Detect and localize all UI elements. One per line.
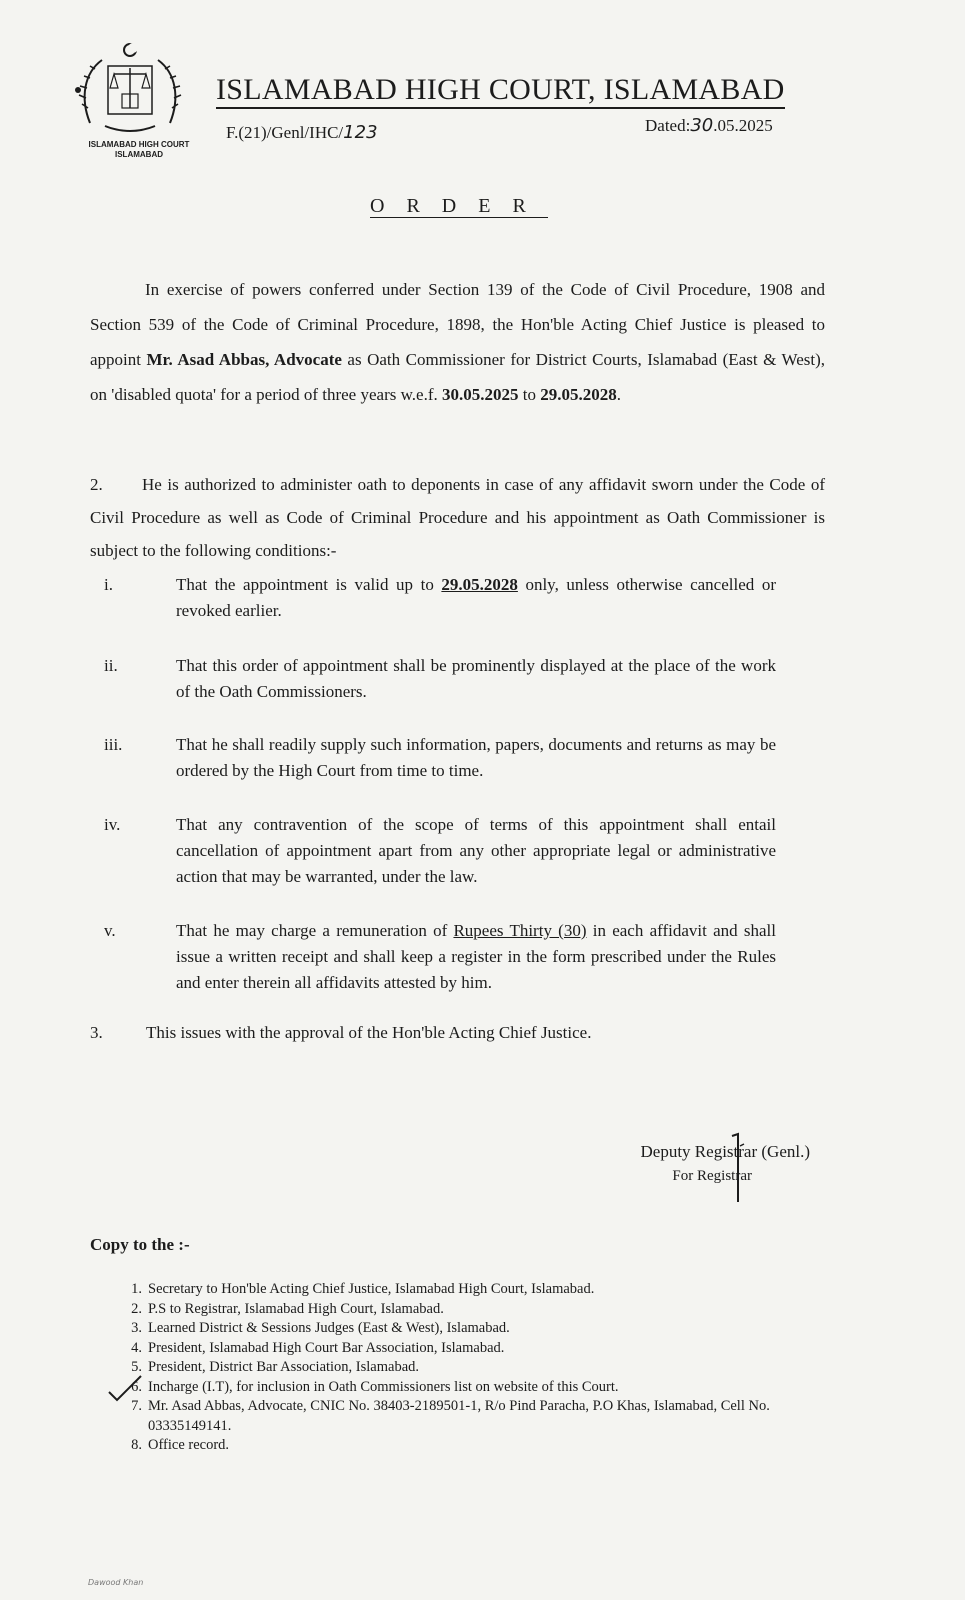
paragraph-3: [90, 1020, 591, 1046]
emblem-caption-line1: ISLAMABAD HIGH COURT: [88, 140, 190, 149]
signature-subtitle: For Registrar: [672, 1168, 752, 1184]
list-item-number: 8.: [131, 1437, 142, 1453]
list-item-number: 4.: [131, 1339, 142, 1356]
paragraph-3-number: 3.: [90, 1023, 103, 1042]
court-title: ISLAMABAD HIGH COURT, ISLAMABAD: [216, 74, 785, 109]
list-item: [112, 1319, 842, 1339]
paragraph-3-text: This issues with the approval of the Hon'ble Acting Chief Justice.: [146, 1023, 592, 1042]
condition-1-text-a: That the appointment is valid up to: [176, 575, 442, 594]
list-item-text: Office record.: [148, 1437, 230, 1453]
paragraph-1-text-c: to: [518, 385, 541, 404]
list-item-text: P.S to Registrar, Islamabad High Court, Islamabad.: [148, 1300, 444, 1317]
condition-text: [176, 918, 776, 996]
list-item-number: 1.: [131, 1281, 142, 1297]
paragraph-2: [90, 468, 825, 567]
file-number-prefix: F.(21)/Genl/IHC/: [226, 123, 344, 142]
court-emblem-icon: [70, 38, 190, 138]
list-item: [112, 1436, 842, 1456]
list-item-text: President, District Bar Association, Islamabad.: [148, 1359, 420, 1375]
paragraph-1: [90, 272, 825, 412]
list-item: [112, 1300, 842, 1320]
condition-numeral: iii.: [104, 735, 123, 754]
paragraph-2-text: He is authorized to administer oath to deponents in case of any affidavit sworn under the Code of Civil Procedure as well as Code of Criminal Procedure and his appointment as Oath Commissioner is subject to the following conditions:-: [90, 475, 825, 560]
remuneration-amount: Rupees Thirty (30): [453, 921, 587, 940]
condition-text: That any contravention of the scope of terms of this appointment shall entail cancellation of appointment apart from any other appropriate legal or administrative action that may be warranted, under the law.: [176, 815, 776, 886]
condition-text: [176, 572, 776, 624]
order-date: [645, 115, 773, 136]
condition-numeral: iv.: [104, 815, 121, 834]
list-item: [112, 1358, 842, 1378]
condition-5-text-a: That he may charge a remuneration of: [176, 921, 454, 940]
list-item-text: Mr. Asad Abbas, Advocate, CNIC No. 38403-2189501-1, R/o Pind Paracha, P.O Khas, Islamabad, Cell No. 03335149141.: [148, 1398, 770, 1434]
list-item: [112, 1378, 842, 1398]
condition-numeral: i.: [104, 575, 113, 594]
condition-numeral: ii.: [104, 656, 118, 675]
list-item-number: 2.: [131, 1300, 142, 1317]
dated-prefix: Dated:: [645, 116, 691, 135]
condition-text: That this order of appointment shall be prominently displayed at the place of the work of the Oath Commissioners.: [176, 656, 776, 701]
file-number: [226, 122, 378, 143]
dated-handwritten: 30: [690, 115, 714, 136]
condition-text: That he shall readily supply such information, papers, documents and returns as may be ordered by the High Court from time to time.: [176, 735, 776, 780]
copy-to-heading: Copy to the :-: [90, 1235, 190, 1254]
order-heading: ORDER: [370, 195, 548, 217]
list-item-number: 3.: [131, 1320, 142, 1336]
date-from: 30.05.2025: [441, 385, 519, 404]
signature-block: [600, 1140, 810, 1188]
dated-rest: .05.2025: [713, 116, 773, 135]
condition-5-text-b: in each affidavit and shall issue a written receipt and shall keep a register in the form prescribed under the Rules and enter therein all affidavits attested by him.: [176, 921, 776, 992]
list-item-text: Learned District & Sessions Judges (East & West), Islamabad.: [148, 1320, 510, 1336]
valid-until-date: 29.05.2028: [441, 575, 518, 594]
paragraph-1-text-a: In exercise of powers conferred under Section 139 of the Code of Civil Procedure, 1908 and Section 539 of the Code of Criminal Procedure, 1898, the Hon'ble Acting Chief Justice is pleased to appoint: [90, 280, 825, 369]
list-item: [112, 1339, 842, 1359]
list-item-text: Secretary to Hon'ble Acting Chief Justice, Islamabad High Court, Islamabad.: [148, 1281, 595, 1297]
footer-note: Dawood Khan: [88, 1578, 144, 1587]
list-item-number: 6.: [131, 1378, 142, 1395]
signature-title: Deputy Registrar (Genl.): [640, 1142, 810, 1161]
condition-1-text-b: only, unless otherwise cancelled or revoked earlier.: [176, 575, 776, 620]
date-to: 29.05.2028: [540, 385, 617, 404]
list-item-number: 7.: [131, 1398, 142, 1414]
list-item-number: 5.: [131, 1359, 142, 1375]
paragraph-1-text-d: .: [616, 385, 621, 404]
condition-numeral: v.: [104, 921, 116, 940]
paragraph-2-number: 2.: [90, 475, 103, 494]
paragraph-1-text-b: as Oath Commissioner for District Courts, Islamabad (East & West), on 'disabled quota' for a period of three years w.e.f.: [90, 350, 825, 404]
appointee-name: Mr. Asad Abbas, Advocate: [146, 350, 342, 369]
copy-to-list: [112, 1280, 842, 1456]
list-item-text: President, Islamabad High Court Bar Association, Islamabad.: [148, 1339, 505, 1356]
list-item: [112, 1280, 842, 1300]
emblem-caption-line2: ISLAMABAD: [115, 150, 163, 159]
emblem-caption: [74, 140, 204, 160]
list-item-text: Incharge (I.T), for inclusion in Oath Commissioners list on website of this Court.: [148, 1378, 619, 1395]
list-item: [112, 1397, 842, 1436]
file-number-handwritten: 123: [343, 122, 378, 143]
